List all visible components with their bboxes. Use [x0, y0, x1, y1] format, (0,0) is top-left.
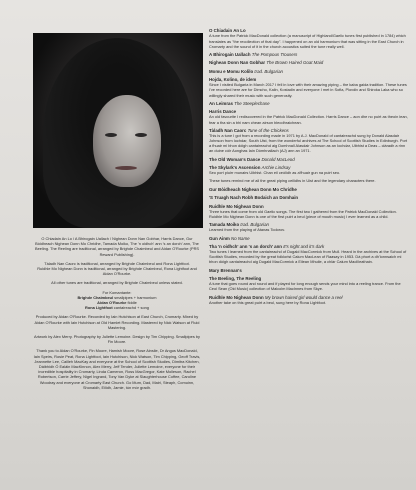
- track-title-text: A Bhirogain Uallach: [209, 52, 251, 57]
- track-entry: [209, 165, 409, 175]
- track-description: Seo port piuirr munairs Uibhist. Chan eil ceòlidh as a'fhuair gun na puirt seo.: [209, 170, 341, 176]
- track-title-text: Hojda, Kolino, de idem: [209, 77, 257, 83]
- track-entry: [209, 52, 409, 57]
- track-title: [209, 187, 409, 192]
- track-description: Since I visited Bulgaria in March 2017 I fell in love with their amazing piping – the kaba gaida tradition. These tunes I've recorded here are for Dimcho, Kalin, Kostadin and everyone I met in Sofia, Plovdiv and Shiroka Laka who so willingly shared their music with such generosity.: [209, 82, 407, 98]
- credits-artwork: Artwork by Alex Merry. Photography by Juliette Lemoine. Design by Tim Chipping. Smallpipes by Fin Moore.: [33, 334, 200, 345]
- track-subtitle: Archie Lindsay: [261, 165, 291, 171]
- track-entry: [209, 157, 409, 162]
- track-entry: [209, 101, 409, 106]
- track-title-text: Ruidhle Mo Nighean Donn: [209, 203, 264, 209]
- track-subtitle: No Name: [231, 235, 250, 241]
- track-title: [209, 101, 409, 106]
- track-entry: [209, 276, 409, 291]
- track-description: Two tunes I learned from the cantaireachd of Dugald MacCormick from Mull. Heard in the archives at the School of Scottish Studies, recorded by the great folklorist Calum MacLean of Raasay in 1953. Dà phort a dh'ionnsaich mi bhon dòigh cantaireachd aig Dugald MacCormick a Eilean Mhuile, a chlàr Calum MacIlleathain.: [209, 249, 407, 265]
- portrait-eye-left: [105, 133, 117, 137]
- track-title-text: Gur Bòidheach Nighean Donn Mo Chridhe: [209, 186, 297, 192]
- player-name: Aidan O'Rourke: [97, 300, 127, 306]
- track-title: [209, 268, 409, 273]
- track-entry: [209, 204, 409, 219]
- track-title: [209, 52, 409, 57]
- track-description: A tune that goes round and round and if played for long enough sends your mind into a reeling trance. From the Ceol Sean (Old Music) collection of Malcolm MacInnes from Skye.: [209, 281, 401, 292]
- credits-production: Produced by Aidan O'Rourke. Recorded by Iain Hutchison at East Church, Cromarty. Mixed by Aidan O'Rourke with Iain Hutchison at Old Hamlet Recording. Mastered by Nick Watson at Fluid Mastering.: [34, 314, 200, 330]
- player-name: Brighde Chaimbeul: [77, 294, 114, 300]
- track-title-text: An Leimras: [209, 100, 233, 106]
- credits-ruidhle: Ruidhle Mo Nighean Donn is traditional, arranged by Brighde Chaimbeul, Rona Lightfoot and Aidan O'Rourke.: [37, 266, 197, 277]
- track-description: These tunes remind me of all the great piping ceilidhs in Uist and the legendary characters there.: [209, 178, 376, 184]
- track-subtitle: Donald MacLeod: [261, 156, 295, 162]
- portrait-photo: [33, 33, 203, 228]
- track-description: An old favourite I rediscovered in the Patrick MacDonald Collection. Harris Dance – aon dhe no puirt as theoin lean, fear a tha sin a bhi nam chean airson bleodhraichean.: [209, 114, 408, 125]
- track-subtitle: trad. Bulgarian: [254, 68, 283, 74]
- track-subtitle: My brown haired girl would dance a reel: [264, 294, 343, 300]
- portrait-mouth: [115, 166, 137, 170]
- track-subtitle: trad. Bulgarian: [240, 222, 269, 228]
- track-title-text: The Skylark's Ascension: [209, 165, 261, 171]
- track-subtitle: The Pompous Trousers: [251, 52, 298, 57]
- track-title: [209, 195, 409, 200]
- track-description: A tune from the Patrick MacDonald collection (a manuscript of Highland/Gaelic tunes first published in 1784) which translates as "the recollection of that day". I happened on an old harmonium that was sitting in the East Church in Cromarty and the sound of it in the church acoustics suited the tune really well.: [209, 33, 406, 49]
- credits-block: [33, 236, 201, 390]
- track-subtitle: The Brown Haired Goat Maid: [266, 60, 324, 66]
- track-entry: [209, 28, 409, 49]
- track-entry: [209, 295, 409, 305]
- track-subtitle: Tune of the Chickens: [247, 127, 289, 133]
- track-title-text: The Old Woman's Dance: [209, 156, 261, 162]
- player-role: smallpipes + harmonium: [114, 294, 157, 300]
- track-title: [209, 157, 409, 162]
- track-title-text: Tamada Moiko: [209, 222, 240, 228]
- track-entry: [209, 109, 409, 124]
- credits-caption: O Chiadain An Lo / A Bhirogain Uallach / Nighean Donn Nan Gobhar, Harris Dance, Gur Bòidheach Nighean Donn Mo Chridhe, Tamada Moiko, The 'n oidhch' ann 's an dorch' ann, The Beeling. The Reeling are traditional, arranged by Brighde Chaimbeul and Aidan O'Rourke (PRS Reward Publishing).: [35, 236, 199, 257]
- track-description: This is a tune I got from a recording made in 1971 by A.J. MacDonald of cantaireachd sung by Donald Alasdair Johnson from Iochdar, South Uist, from the wonderful archives at The School of Scottish Studies in Edinburgh. Port a fhuair mi bhon dòigh cantaireachd aig Domhnall Alasdair Johnson as an Iochdar, Uibhist a Deas – clàradh a rinn an duine còir Aonghas Iain Dòmhnallach (AJ) ann an 1971.: [209, 133, 408, 154]
- track-description: Another take on this great puirt a beul, sung here by Rona Lightfoot.: [209, 299, 327, 305]
- track-entry: [209, 222, 409, 232]
- player-role: fiddle: [127, 300, 137, 306]
- credits-all-other: All other tunes are traditional, arranged by Brighde Chaimbeul unless stated.: [51, 280, 183, 286]
- track-title-text: O Chiadain An Lo: [209, 28, 246, 34]
- track-title: [209, 236, 409, 241]
- track-entry: [209, 60, 409, 65]
- credits-thanks: Thank you to Aidan O'Rourke, Fin Moore, Hamish Moore, Rose Ainslie, Dr Angus MacDonald, Iain Speirs, Rosie Peat, Rona Lightfoot, Iain Hutchison, Nick Watson, Tim Chipping, Geoff Travis, Jeannette Lee, Cailleh MacKay and everyone at the School of Scottish Studies, Dimitra Kitchen, Dáibhidh Ó Ealáin MacKinnon, Alex Merry, Jeff Tender, Juliette Lemoine, everyone for their incredible hospitality in Cromarty, Linda Cameron, Ross MacGregor, Kate Molleson, Rachel Robertson, Carrie Jeffery, Nigel Ingrand, Tony Van Dyke at Slaughterhouse Coffee, Caroline Woodray and everyone at Cromarty East Church. Go Mum, Dad, Mairi, Steaph, Comuinn, Shonaidh, Eilidh, Jamie, tún mór gradh.: [33, 348, 201, 390]
- track-title-text: Mary Brennan's: [209, 267, 242, 273]
- track-title-text: Tàladh Nan Caorc: [209, 127, 247, 133]
- track-notes: [209, 25, 409, 305]
- track-title-text: Momu e Momu Kolilo: [209, 68, 254, 74]
- track-entry: [209, 178, 409, 183]
- player-role: cantaireachd + song: [113, 305, 149, 311]
- track-title-text: Tha 'n oidhch' ann 's an dorch' ann: [209, 244, 282, 249]
- track-description: Learned from the playing of Atanas Todorov.: [209, 227, 285, 233]
- track-title-text: 'S Truagh Nach Robh Bodaich an Domhain: [209, 195, 299, 201]
- track-description: Three tunes that come from old Gaelic songs. The first two I gathered from the Patrick MacDonald Collection. Ruidhle Mo Nighean Donn is one of the first puirt a beul (piece of mouth music) I ever learned as a child.: [209, 208, 397, 219]
- track-entry: [209, 128, 409, 154]
- track-entry: [209, 69, 409, 74]
- track-title-text: Gun Ainm: [209, 235, 230, 241]
- players-list: [33, 295, 201, 311]
- track-entry: [209, 244, 409, 265]
- credits-trad: Tàladh Nan Caorc is traditional, arranged by Brighde Chaimbeul and Rona Lightfoot.: [44, 260, 190, 266]
- track-entry: [209, 77, 409, 98]
- track-title: [209, 60, 409, 65]
- track-entry: [209, 236, 409, 241]
- track-entry: [209, 187, 409, 192]
- track-subtitle: It's night and it's dark: [283, 244, 325, 249]
- credits-for: For Komantante:: [102, 289, 132, 295]
- track-title: [209, 69, 409, 74]
- player-name: Rona Lightfoot: [85, 305, 113, 311]
- track-subtitle: The Steeplechase: [234, 100, 270, 106]
- track-entry: [209, 268, 409, 273]
- track-title-text: Harris Dance: [209, 109, 237, 115]
- portrait-face: [93, 95, 161, 187]
- portrait-eye-right: [135, 133, 147, 137]
- track-title-text: The Beeling, The Reeling: [209, 276, 262, 282]
- track-title-text: Nighean Donn Nan Gobhar: [209, 60, 266, 66]
- track-title-text: Ruidhle Mo Nighean Donn: [209, 294, 264, 300]
- track-entry: [209, 195, 409, 200]
